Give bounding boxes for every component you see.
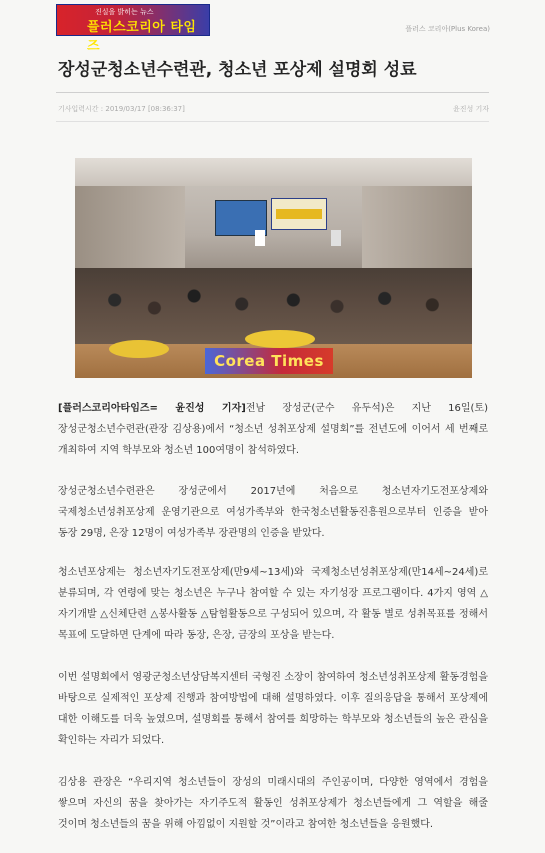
article-paragraph <box>58 398 488 461</box>
article-paragraph <box>58 562 488 646</box>
article-photo <box>75 158 472 378</box>
article-paragraph <box>58 772 488 835</box>
logo-slogan: 진실을 밝히는 뉴스 <box>95 8 154 16</box>
photo-table <box>109 340 169 358</box>
paragraph-text: 전남 장성군(군수 유두석)은 지난 16일(토) 장성군청소년수련관(관장 김상용)에서 “청소년 성취포상제 설명회”를 전년도에 이어서 세 번째로 개최하여 지역 학부모와 청소년 100여명이 참석하였다. <box>58 403 488 456</box>
photo-ceiling <box>75 158 472 186</box>
photo-banner-center <box>271 198 327 230</box>
article-paragraph <box>58 481 488 544</box>
photo-flag <box>331 230 341 246</box>
source-label: 플러스 코리아(Plus Korea) <box>405 25 490 33</box>
photo-flag <box>255 230 265 246</box>
article-title: 장성군청소년수련관, 청소년 포상제 설명회 성료 <box>58 60 417 80</box>
byline-lead: [플러스코리아타임즈= 윤진성 기자] <box>58 403 246 414</box>
article-paragraph <box>58 667 488 751</box>
site-logo[interactable] <box>56 4 210 54</box>
paragraph-text: 장성군청소년수련관은 장성군에서 2017년에 처음으로 청소년자기도전포상제와 국제청소년성취포상제 운영기관으로 여성가족부와 한국청소년활동진흥원으로부터 인증을 받아 동장 29명, 은장 12명이 여성가족부 장관명의 인증을 받았다. <box>58 486 488 539</box>
divider <box>56 121 489 122</box>
paragraph-text: 김상용 관장은 “우리지역 청소년들이 장성의 미래시대의 주인공이며, 다양한 영역에서 경험을 쌓으며 자신의 꿈을 찾아가는 자기주도적 활동인 성취포상제가 청소년들에게 그 역할을 해줄 것이며 청소년들의 꿈을 위해 아낌없이 지원할 것”이라고 참여한 청소년들을 응원했다. <box>58 777 488 830</box>
paragraph-text: 이번 설명회에서 영광군청소년상담복지센터 국형진 소장이 참여하여 청소년성취포상제 활동경험을 바탕으로 실제적인 포상제 진행과 참여방법에 대해 설명하였다. 이후 질의응답을 통해서 포상제에 대한 이해도를 더욱 높였으며, 설명회를 통해서 참여를 희망하는 학부모와 청소년들의 높은 관심을 확인하는 자리가 되었다. <box>58 672 488 746</box>
divider <box>56 92 489 93</box>
paragraph-text: 청소년포상제는 청소년자기도전포상제(만9세~13세)와 국제청소년성취포상제(만14세~24세)로 분류되며, 각 연령에 맞는 청소년은 누구나 참여할 수 있는 자기성장 프로그램이다. 4가지 영역 △자기개발 △신체단련 △봉사활동 △탐험활동으로 구성되어 있으며, 각 활동 별로 성취목표를 정해서 목표에 도달하면 단계에 따라 동장, 은장, 금장의 포상을 받는다. <box>58 567 488 641</box>
article-date: 기사입력시간 : 2019/03/17 [08:36:37] <box>58 105 185 113</box>
article-author: 윤진성 기자 <box>452 105 489 113</box>
photo-watermark: Corea Times <box>205 348 333 374</box>
photo-table <box>245 330 315 348</box>
logo-name: 플러스코리아 타임즈 <box>87 20 197 54</box>
